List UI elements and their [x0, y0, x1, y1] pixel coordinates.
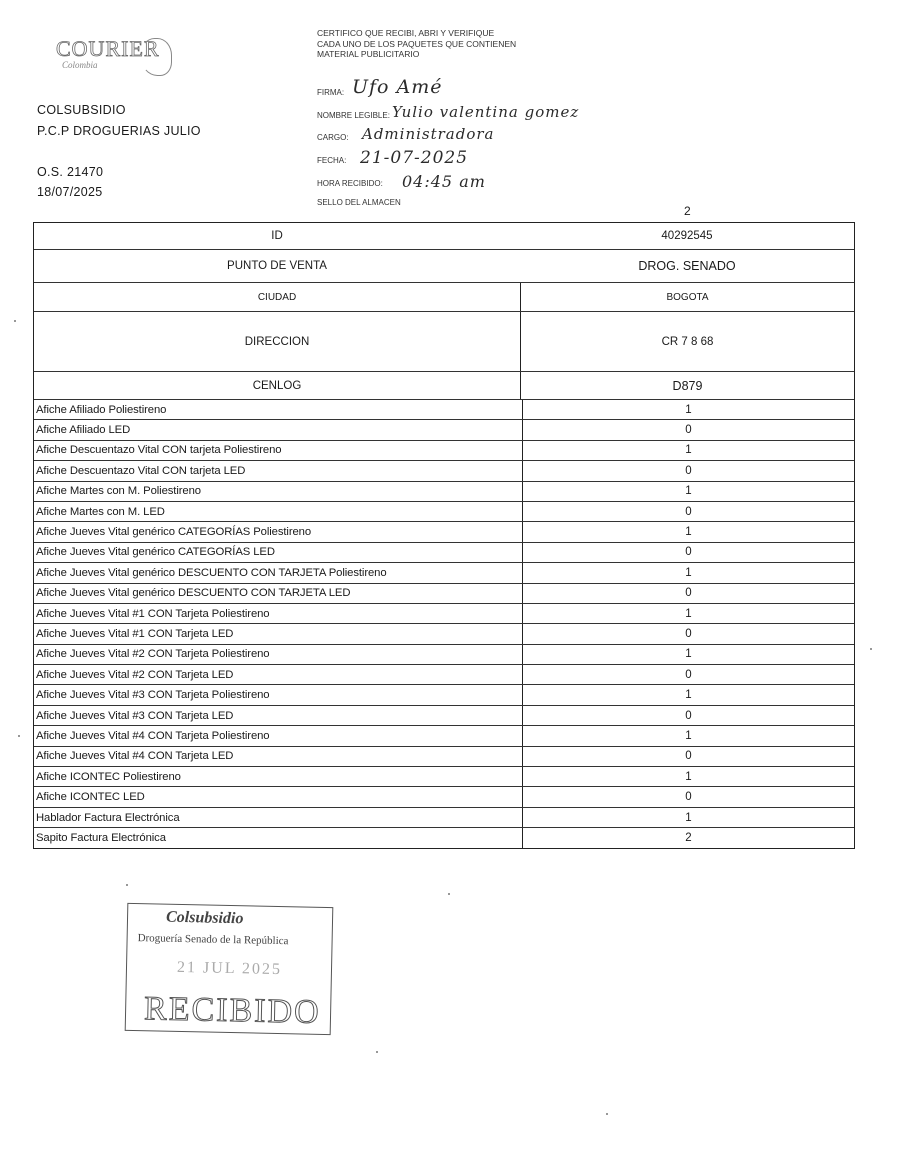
- firma-signature: Ufo Amé: [352, 76, 443, 98]
- item-qty: 0: [685, 505, 692, 518]
- item-qty: 1: [685, 403, 692, 416]
- courier-logo: [52, 34, 182, 82]
- table-row: [34, 665, 854, 685]
- hora-label: HORA RECIBIDO:: [317, 179, 383, 188]
- stamp-store-line: Droguería Senado de la República: [137, 932, 289, 948]
- scan-speck: [870, 648, 872, 650]
- scan-speck: [448, 893, 450, 895]
- logo-brand-text: COURIER: [56, 36, 160, 61]
- fecha-label: FECHA:: [317, 156, 347, 165]
- scan-speck: [606, 1113, 608, 1115]
- item-qty: 0: [685, 546, 692, 559]
- stamp-logo-text: Colsubsidio: [165, 908, 244, 928]
- item-qty: 1: [685, 729, 692, 742]
- sello-label: SELLO DEL ALMACEN: [317, 198, 401, 207]
- item-qty: 0: [685, 424, 692, 437]
- item-name: Afiche ICONTEC LED: [34, 787, 523, 806]
- table-row: [34, 767, 854, 787]
- punto-venta-value: DROG. SENADO: [638, 259, 736, 273]
- item-qty: 0: [685, 587, 692, 600]
- table-row: [34, 502, 854, 522]
- item-name: Afiche Jueves Vital #3 CON Tarjeta LED: [34, 706, 523, 725]
- direccion-label: DIRECCION: [34, 312, 521, 371]
- order-number: O.S. 21470: [37, 165, 104, 179]
- received-stamp: [125, 903, 334, 1035]
- nombre-value: Yulio valentina gomez: [392, 103, 580, 121]
- table-row: [34, 482, 854, 502]
- table-row: [34, 787, 854, 807]
- hora-value: 04:45 am: [402, 172, 486, 191]
- certification-text: CERTIFICO QUE RECIBI, ABRI Y VERIFIQUE CADA UNO DE LOS PAQUETES QUE CONTIENEN MATERIAL PUBLICITARIO: [317, 28, 517, 59]
- item-name: Afiche Afiliado Poliestireno: [34, 400, 523, 419]
- item-name: Afiche Jueves Vital #1 CON Tarjeta Poliestireno: [34, 604, 523, 623]
- item-name: Afiche Jueves Vital #3 CON Tarjeta Poliestireno: [34, 685, 523, 704]
- table-row-cenlog: [34, 372, 854, 400]
- table-row-punto-venta: [34, 250, 854, 283]
- table-row: [34, 400, 854, 420]
- table-row: [34, 604, 854, 624]
- delivery-table: [33, 222, 855, 849]
- table-row: [34, 584, 854, 604]
- item-qty: 0: [685, 750, 692, 763]
- table-row-id: [34, 223, 854, 250]
- ciudad-label: CIUDAD: [34, 283, 521, 311]
- cenlog-value: D879: [672, 378, 703, 393]
- logo-swirl-icon: [140, 38, 172, 76]
- item-name: Afiche Descuentazo Vital CON tarjeta LED: [34, 461, 523, 480]
- table-row: [34, 828, 854, 847]
- cargo-label: CARGO:: [317, 133, 349, 142]
- item-qty: 1: [685, 607, 692, 620]
- firma-label: FIRMA:: [317, 88, 345, 97]
- logo-sub-text: Colombia: [62, 60, 98, 70]
- item-qty: 0: [685, 464, 692, 477]
- item-name: Afiche Descuentazo Vital CON tarjeta Poliestireno: [34, 441, 523, 460]
- item-name: Afiche Jueves Vital genérico CATEGORÍAS LED: [34, 543, 523, 562]
- table-row: [34, 543, 854, 563]
- scan-speck: [14, 320, 16, 322]
- sender-division: P.C.P DROGUERIAS JULIO: [37, 124, 201, 138]
- item-name: Afiche Jueves Vital #2 CON Tarjeta Poliestireno: [34, 645, 523, 664]
- item-name: Afiche Martes con M. LED: [34, 502, 523, 521]
- stamp-received-word: RECIBIDO: [143, 990, 322, 1031]
- table-row: [34, 461, 854, 481]
- item-name: Afiche Jueves Vital genérico CATEGORÍAS Poliestireno: [34, 522, 523, 541]
- id-label: ID: [271, 230, 283, 242]
- scan-speck: [18, 735, 20, 737]
- item-name: Afiche ICONTEC Poliestireno: [34, 767, 523, 786]
- item-qty: 1: [685, 526, 692, 539]
- item-name: Afiche Jueves Vital #4 CON Tarjeta LED: [34, 747, 523, 766]
- table-row: [34, 808, 854, 828]
- table-row: [34, 420, 854, 440]
- item-qty: 2: [685, 831, 692, 844]
- direccion-value: CR 7 8 68: [661, 335, 714, 348]
- item-qty: 1: [685, 770, 692, 783]
- item-qty: 0: [685, 791, 692, 804]
- item-qty: 1: [685, 648, 692, 661]
- item-name: Afiche Jueves Vital #4 CON Tarjeta Poliestireno: [34, 726, 523, 745]
- item-name: Afiche Jueves Vital genérico DESCUENTO CON TARJETA LED: [34, 584, 523, 603]
- item-qty: 0: [685, 627, 692, 640]
- order-date: 18/07/2025: [37, 185, 103, 199]
- table-row: [34, 522, 854, 542]
- item-qty: 1: [685, 689, 692, 702]
- item-name: Afiche Afiliado LED: [34, 420, 523, 439]
- item-name: Afiche Martes con M. Poliestireno: [34, 482, 523, 501]
- table-row-direccion: [34, 312, 854, 372]
- item-name: Hablador Factura Electrónica: [34, 808, 523, 827]
- item-name: Sapito Factura Electrónica: [34, 828, 523, 847]
- item-rows: [34, 400, 854, 848]
- item-qty: 1: [685, 485, 692, 498]
- table-row: [34, 685, 854, 705]
- nombre-label: NOMBRE LEGIBLE:: [317, 111, 390, 120]
- table-row: [34, 645, 854, 665]
- id-value: 40292545: [661, 230, 713, 242]
- table-row: [34, 706, 854, 726]
- item-name: Afiche Jueves Vital #1 CON Tarjeta LED: [34, 624, 523, 643]
- item-qty: 0: [685, 668, 692, 681]
- table-row: [34, 563, 854, 583]
- table-row: [34, 624, 854, 644]
- table-row: [34, 726, 854, 746]
- scan-speck: [126, 884, 128, 886]
- item-name: Afiche Jueves Vital #2 CON Tarjeta LED: [34, 665, 523, 684]
- table-row: [34, 441, 854, 461]
- page-number: 2: [684, 204, 691, 218]
- cenlog-label: CENLOG: [34, 372, 521, 399]
- cargo-value: Administradora: [362, 125, 495, 143]
- scan-speck: [376, 1051, 378, 1053]
- sender-company: COLSUBSIDIO: [37, 103, 126, 117]
- stamp-date: 21 JUL 2025: [176, 958, 283, 979]
- table-row: [34, 747, 854, 767]
- item-qty: 1: [685, 811, 692, 824]
- punto-venta-label: PUNTO DE VENTA: [227, 260, 327, 272]
- item-qty: 1: [685, 444, 692, 457]
- item-qty: 0: [685, 709, 692, 722]
- table-row-ciudad: [34, 283, 854, 312]
- item-name: Afiche Jueves Vital genérico DESCUENTO CON TARJETA Poliestireno: [34, 563, 523, 582]
- ciudad-value: BOGOTA: [666, 291, 709, 303]
- item-qty: 1: [685, 566, 692, 579]
- fecha-value: 21-07-2025: [360, 148, 469, 168]
